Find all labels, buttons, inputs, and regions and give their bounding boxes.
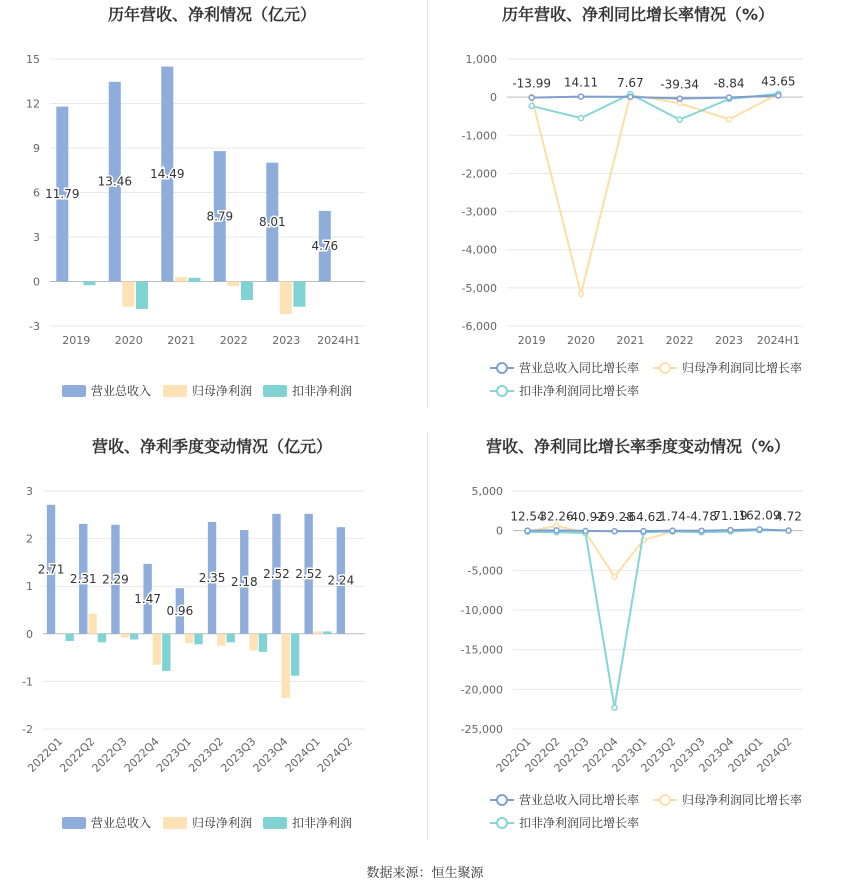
chart-1-bar-3 [83, 282, 95, 286]
chart-1-bar-2 [227, 282, 239, 286]
chart-2-legend-label: 扣非净利润同比增长率 [519, 384, 640, 398]
chart-4-data-label: -69.28 [595, 510, 634, 525]
chart-3-data-label: 2.71 [37, 562, 65, 577]
chart-2-data-label: 7.67 [616, 75, 644, 90]
chart-1-legend-label: 营业总收入 [91, 384, 152, 398]
chart-3-data-label: 2.52 [295, 566, 323, 581]
chart-4-x-tick-label: 2023Q4 [696, 734, 737, 775]
chart-4-data-label: 1.74 [659, 509, 686, 524]
chart-4-point-1 [786, 528, 791, 533]
chart-4-point-1 [670, 528, 675, 533]
chart-1-y-tick-label: 15 [26, 53, 40, 66]
chart-3-bar-2 [185, 634, 193, 644]
chart-4-point-1 [525, 528, 530, 533]
chart-4-x-tick-label: 2022Q2 [522, 734, 563, 775]
chart-1-x-tick-label: 2019 [62, 334, 91, 347]
chart-1-x-tick-label: 2020 [114, 334, 143, 347]
chart-2-point-2 [727, 117, 732, 122]
chart-2-y-tick-label: 0 [490, 91, 497, 105]
chart-1-y-tick-label: -3 [29, 320, 40, 333]
chart-2-legend-marker [660, 363, 670, 373]
chart-2-data-label: 43.65 [761, 74, 796, 89]
chart-4-legend-label: 扣非净利润同比增长率 [519, 816, 640, 830]
chart-4-point-1 [554, 528, 559, 533]
chart-4-point-1 [583, 528, 588, 533]
chart-1-x-tick-label: 2024H1 [317, 334, 361, 347]
chart-3-y-tick-label: 1 [26, 580, 33, 594]
chart-2-y-tick-label: 1,000 [465, 53, 497, 66]
chart-3-x-tick-label: 2023Q3 [218, 734, 259, 775]
chart-3-legend-label: 归母净利润 [192, 816, 253, 830]
chart-1-data-label: 11.79 [45, 187, 80, 202]
chart-4-data-label: -40.92 [566, 509, 605, 524]
chart-3-y-tick-label: -1 [22, 675, 33, 689]
chart-3-bar-3 [291, 634, 299, 676]
chart-1-bar-3 [293, 282, 305, 307]
chart-3-data-label: 2.18 [230, 574, 258, 589]
chart-4-point-3 [612, 705, 617, 710]
chart-2-y-tick-label: -2,000 [461, 167, 497, 181]
chart-3-data-label: 2.29 [102, 572, 129, 587]
chart-1-bar-3 [241, 282, 253, 301]
chart-1-data-label: 8.79 [206, 209, 234, 224]
chart-3-bar-2 [153, 634, 161, 665]
chart-4-x-tick-label: 2022Q1 [493, 734, 534, 775]
chart-3-title: 营收、净利季度变动情况（亿元） [91, 437, 333, 456]
chart-3-bar-2 [217, 634, 225, 646]
chart-2-legend-marker [497, 386, 507, 396]
chart-4-x-tick-label: 2024Q2 [754, 734, 795, 775]
chart-3-legend-label: 扣非净利润 [292, 816, 353, 830]
chart-2-data-label: -13.99 [512, 76, 552, 91]
chart-2-y-tick-label: -6,000 [461, 320, 497, 333]
chart-3-y-tick-label: 0 [26, 627, 33, 641]
chart-2-legend-label: 营业总收入同比增长率 [519, 361, 640, 375]
chart-4-data-label: 162.09 [738, 508, 781, 523]
chart-4-legend-label: 归母净利润同比增长率 [682, 793, 803, 807]
chart-3-bar-3 [66, 634, 74, 641]
chart-3-data-label: 1.47 [134, 591, 162, 606]
chart-1-title: 历年营收、净利情况（亿元） [107, 5, 317, 24]
chart-4-y-tick-label: 0 [496, 524, 503, 538]
chart-2-line-2 [532, 94, 779, 294]
chart-1-legend-swatch [163, 385, 187, 397]
chart-4-point-1 [641, 529, 646, 534]
chart-2-point-1 [677, 96, 682, 101]
chart-3-y-tick-label: 3 [26, 485, 33, 498]
chart-4-x-tick-label: 2022Q3 [551, 734, 592, 775]
chart-2-point-1 [727, 95, 732, 100]
chart-4-y-tick-label: -25,000 [460, 723, 503, 736]
chart-1-bar-3 [188, 278, 200, 282]
chart-3-x-tick-label: 2022Q2 [57, 734, 98, 775]
chart-3-legend-label: 营业总收入 [91, 816, 152, 830]
chart-3-x-tick-label: 2024Q1 [282, 734, 323, 775]
chart-2-legend-marker [497, 363, 507, 373]
chart-4-x-tick-label: 2022Q4 [580, 734, 621, 775]
chart-1-y-tick-label: 12 [26, 97, 40, 111]
chart-4-data-label: 71.19 [713, 509, 748, 524]
chart-3-data-label: 2.35 [198, 570, 226, 585]
chart-2-x-tick-label: 2024H1 [756, 334, 800, 347]
chart-3-bar-3 [323, 631, 331, 633]
chart-1-x-tick-label: 2021 [167, 334, 196, 347]
chart-2-title: 历年营收、净利同比增长率情况（%） [501, 5, 775, 24]
chart-3-data-label: 2.52 [263, 566, 290, 581]
chart-3-bar-3 [227, 634, 235, 643]
chart-3-data-label: 2.31 [69, 571, 97, 586]
chart-2-legend-label: 归母净利润同比增长率 [682, 361, 803, 375]
chart-4-legend-marker [660, 795, 670, 805]
chart-2-x-tick-label: 2020 [567, 334, 595, 347]
chart-1-legend-label: 扣非净利润 [292, 384, 353, 398]
chart-1-bar-2 [175, 277, 187, 281]
chart-3-legend-swatch [263, 817, 287, 829]
chart-4-point-1 [728, 528, 733, 533]
chart-4-x-tick-label: 2023Q2 [638, 734, 679, 775]
chart-1-x-tick-label: 2022 [219, 334, 248, 347]
chart-3-bar-2 [121, 634, 129, 638]
chart-4-x-tick-label: 2024Q1 [725, 734, 766, 775]
data-source-note: 数据来源：恒生聚源 [366, 866, 484, 881]
chart-3-bar-2 [314, 631, 322, 633]
chart-3-bar-3 [194, 634, 202, 644]
chart-3-y-tick-label: -2 [22, 723, 33, 736]
chart-2-point-3 [677, 117, 682, 122]
chart-3-x-tick-label: 2022Q1 [25, 734, 66, 775]
chart-4-point-1 [757, 527, 762, 532]
chart-1-y-tick-label: 9 [33, 142, 40, 155]
chart-1-bar-3 [136, 282, 148, 309]
chart-3-bar-2 [249, 634, 257, 651]
chart-3-y-tick-label: 2 [26, 532, 33, 546]
chart-4-y-tick-label: -15,000 [460, 643, 503, 657]
chart-1-y-tick-label: 6 [33, 186, 40, 200]
chart-3-x-tick-label: 2023Q2 [186, 734, 227, 775]
chart-2-point-1 [579, 94, 584, 99]
chart-4-y-tick-label: -5,000 [467, 564, 503, 578]
chart-3-bar-3 [130, 634, 138, 640]
chart-4-data-label: -64.62 [624, 510, 663, 525]
chart-4-data-label: -4.78 [685, 509, 718, 524]
chart-4-y-tick-label: -20,000 [460, 683, 503, 697]
chart-1-y-tick-label: 0 [33, 275, 40, 289]
chart-3-bar-2 [282, 634, 290, 698]
chart-2-x-tick-label: 2023 [715, 334, 743, 347]
chart-2-y-tick-label: -1,000 [461, 129, 497, 143]
chart-3-bar-3 [162, 634, 170, 671]
chart-3-x-tick-label: 2024Q2 [314, 734, 356, 775]
chart-1-data-label: 14.49 [150, 167, 185, 182]
chart-3-x-tick-label: 2023Q1 [153, 734, 195, 775]
chart-2-point-1 [529, 95, 534, 100]
chart-4-point-1 [699, 528, 704, 533]
chart-3-bar-3 [259, 634, 267, 652]
chart-1-bar-2 [122, 282, 134, 307]
chart-3-legend-swatch [62, 817, 86, 829]
chart-1-data-label: 13.46 [97, 174, 132, 189]
chart-4-legend-label: 营业总收入同比增长率 [519, 793, 640, 807]
chart-2-point-1 [776, 93, 781, 98]
chart-4-title: 营收、净利同比增长率季度变动情况（%） [485, 437, 791, 456]
chart-1-x-tick-label: 2023 [272, 334, 301, 347]
chart-1-bar-2 [280, 282, 292, 315]
chart-4-data-label: 32.26 [539, 509, 574, 524]
chart-2-x-tick-label: 2019 [517, 334, 546, 347]
chart-1-y-tick-label: 3 [33, 231, 40, 244]
chart-2-point-3 [579, 116, 584, 121]
chart-4-point-2 [612, 574, 617, 579]
chart-2-data-label: 14.11 [563, 75, 599, 90]
chart-1-data-label: 8.01 [258, 215, 286, 230]
chart-3-x-tick-label: 2023Q4 [250, 734, 291, 775]
chart-4-legend-marker [497, 818, 507, 828]
chart-2-y-tick-label: -3,000 [461, 205, 497, 219]
chart-2-point-2 [579, 291, 584, 296]
chart-3-bar-2 [88, 614, 96, 634]
chart-2-x-tick-label: 2022 [665, 334, 694, 347]
chart-4-data-label: 4.72 [775, 509, 802, 524]
chart-1-legend-swatch [263, 385, 287, 397]
chart-4-y-tick-label: -10,000 [460, 604, 503, 617]
vertical-divider-top [427, 0, 428, 408]
chart-3-data-label: 0.96 [166, 603, 194, 618]
chart-4-data-label: 12.54 [510, 509, 545, 524]
chart-2-x-tick-label: 2021 [616, 334, 645, 347]
chart-3-bar-3 [98, 634, 106, 643]
chart-1-legend-label: 归母净利润 [192, 384, 253, 398]
chart-3-x-tick-label: 2022Q3 [89, 734, 130, 775]
vertical-divider-bottom [427, 432, 428, 840]
chart-3-data-label: 2.24 [327, 573, 355, 588]
chart-4-x-tick-label: 2023Q1 [609, 734, 650, 775]
chart-1-data-label: 4.76 [311, 239, 339, 254]
chart-3-x-tick-label: 2022Q4 [121, 734, 162, 775]
chart-3-legend-swatch [163, 817, 187, 829]
chart-4-y-tick-label: 5,000 [471, 485, 503, 498]
chart-1-legend-swatch [62, 385, 86, 397]
chart-2-point-1 [628, 94, 633, 99]
chart-2-point-3 [529, 103, 534, 108]
chart-4-legend-marker [497, 795, 507, 805]
chart-4-point-1 [612, 529, 617, 534]
chart-4-line-3 [528, 530, 789, 707]
chart-2-data-label: -39.34 [660, 77, 700, 92]
chart-4-x-tick-label: 2023Q3 [667, 734, 708, 775]
chart-2-data-label: -8.84 [713, 76, 745, 91]
chart-2-y-tick-label: -5,000 [461, 281, 497, 295]
chart-2-y-tick-label: -4,000 [461, 243, 497, 257]
